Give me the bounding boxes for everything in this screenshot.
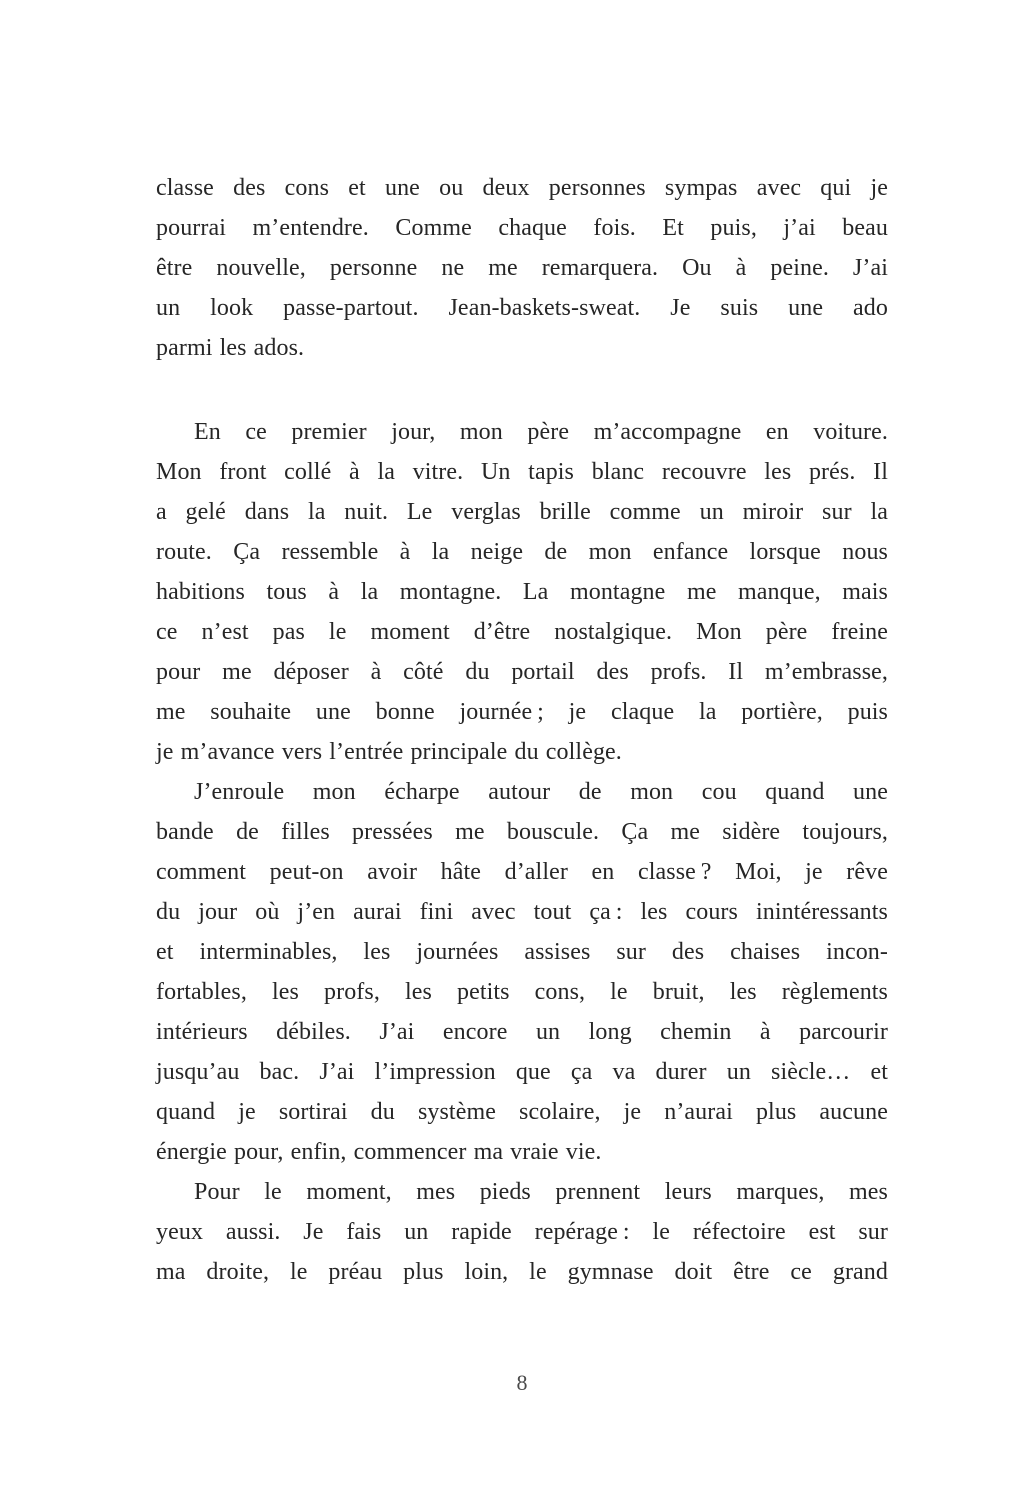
text-line: me souhaite une bonne journée ; je claque la portière, puis: [156, 699, 888, 725]
text-line: un look passe-partout. Jean-baskets-sweat. Je suis une ado: [156, 295, 888, 321]
text-line: yeux aussi. Je fais un rapide repérage : le réfectoire est sur: [156, 1219, 888, 1245]
text-line: Mon front collé à la vitre. Un tapis blanc recouvre les prés. Il: [156, 459, 888, 485]
text-line: En ce premier jour, mon père m’accompagne en voiture.: [194, 419, 888, 445]
text-line: pour me déposer à côté du portail des profs. Il m’embrasse,: [156, 659, 888, 685]
text-line: Pour le moment, mes pieds prennent leurs marques, mes: [194, 1179, 888, 1205]
text-line: comment peut-on avoir hâte d’aller en classe ? Moi, je rêve: [156, 859, 888, 885]
text-line: ce n’est pas le moment d’être nostalgique. Mon père freine: [156, 619, 888, 645]
text-line: fortables, les profs, les petits cons, le bruit, les règlements: [156, 979, 888, 1005]
text-line: pourrai m’entendre. Comme chaque fois. Et puis, j’ai beau: [156, 215, 888, 241]
paragraph: [156, 168, 888, 368]
paragraph: [156, 1172, 888, 1292]
text-line: J’enroule mon écharpe autour de mon cou quand une: [194, 779, 888, 805]
paragraph: [156, 412, 888, 772]
text-line: du jour où j’en aurai fini avec tout ça : les cours inintéressants: [156, 899, 888, 925]
text-line: énergie pour, enfin, commencer ma vraie vie.: [156, 1139, 602, 1165]
text-line: intérieurs débiles. J’ai encore un long chemin à parcourir: [156, 1019, 888, 1045]
text-line: parmi les ados.: [156, 335, 305, 361]
text-line: être nouvelle, personne ne me remarquera. Ou à peine. J’ai: [156, 255, 888, 281]
text-line: ma droite, le préau plus loin, le gymnase doit être ce grand: [156, 1259, 888, 1285]
page-number: 8: [516, 1370, 528, 1395]
text-line: classe des cons et une ou deux personnes sympas avec qui je: [156, 175, 888, 201]
text-block: [156, 168, 888, 1292]
text-line: bande de filles pressées me bouscule. Ça me sidère toujours,: [156, 819, 888, 845]
text-line: habitions tous à la montagne. La montagne me manque, mais: [156, 579, 888, 605]
paragraph: [156, 772, 888, 1172]
text-line: jusqu’au bac. J’ai l’impression que ça va durer un siècle… et: [156, 1059, 888, 1085]
text-line: quand je sortirai du système scolaire, je n’aurai plus aucune: [156, 1099, 888, 1125]
text-line: et interminables, les journées assises sur des chaises incon-: [156, 939, 888, 965]
text-line: a gelé dans la nuit. Le verglas brille comme un miroir sur la: [156, 499, 888, 525]
text-line: route. Ça ressemble à la neige de mon enfance lorsque nous: [156, 539, 888, 565]
text-line: je m’avance vers l’entrée principale du collège.: [156, 739, 622, 765]
